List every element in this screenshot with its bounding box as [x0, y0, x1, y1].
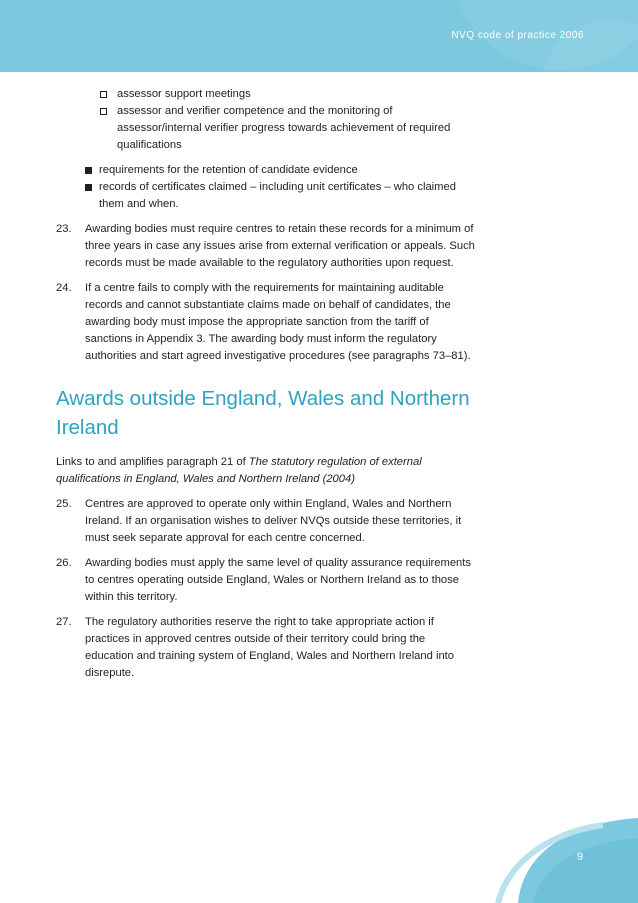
checkbox-square-icon — [100, 108, 107, 115]
section-heading: Awards outside England, Wales and Northern Ireland — [56, 387, 470, 439]
paragraph-text: If a centre fails to comply with the requirements for maintaining auditable records and cannot substantiate claims made on behalf of candidates, the awarding body must impose the appropriate sanction from the tariff of sanctions in Appendix 3. The awarding body must inform the regulatory authorities and start agreed investigative procedures (see paragraphs 73–81). — [85, 282, 471, 362]
list-item-text: assessor support meetings — [117, 88, 251, 100]
running-header: NVQ code of practice 2006 — [451, 30, 584, 41]
sub-item-list — [100, 86, 476, 154]
paragraph-text: The regulatory authorities reserve the right to take appropriate action if practices in approved centres outside of their territory could bring the education and training system of England, Wales and Northern Ireland into disrepute. — [85, 616, 454, 679]
numbered-paragraph — [56, 496, 476, 547]
square-bullet-icon — [85, 167, 92, 174]
paragraph-number: 24. — [56, 282, 72, 294]
links-prefix: Links to and amplifies paragraph 21 of — [56, 456, 249, 468]
numbered-paragraph — [56, 614, 476, 682]
bullet-list — [85, 162, 476, 213]
page-body — [56, 86, 476, 682]
list-item-text: requirements for the retention of candidate evidence — [99, 164, 358, 176]
numbered-paragraph — [56, 555, 476, 606]
checkbox-square-icon — [100, 91, 107, 98]
list-item-text: assessor and verifier competence and the monitoring of assessor/internal verifier progress towards achievement of required qualifications — [117, 105, 451, 151]
square-bullet-icon — [85, 184, 92, 191]
numbered-paragraph — [56, 221, 476, 272]
paragraph-number: 23. — [56, 223, 72, 235]
list-item — [100, 86, 476, 103]
links-document-title: The statutory regulation of external qualifications in England, Wales and Northern Ireland (2004) — [56, 456, 422, 485]
paragraph-number: 25. — [56, 498, 72, 510]
page-number: 9 — [576, 851, 583, 863]
footer-swoosh-decoration — [478, 793, 638, 903]
paragraph-text: Centres are approved to operate only within England, Wales and Northern Ireland. If an organisation wishes to deliver NVQs outside these territories, it must seek separate approval for each centre concerned. — [85, 498, 462, 544]
list-item — [85, 179, 476, 213]
links-note — [56, 454, 476, 488]
numbered-paragraph — [56, 280, 476, 365]
paragraph-text: Awarding bodies must require centres to retain these records for a minimum of three years in case any issues arise from external verification or appeals. Such records must be made available to the regulatory authorities upon request. — [85, 223, 475, 269]
list-item-text: records of certificates claimed – including unit certificates – who claimed them and when. — [99, 181, 456, 210]
list-item — [100, 103, 476, 154]
paragraph-number: 27. — [56, 616, 72, 628]
paragraph-text: Awarding bodies must apply the same level of quality assurance requirements to centres operating outside England, Wales or Northern Ireland as to those within this territory. — [85, 557, 471, 603]
paragraph-number: 26. — [56, 557, 72, 569]
list-item — [85, 162, 476, 179]
header-band — [0, 0, 638, 72]
